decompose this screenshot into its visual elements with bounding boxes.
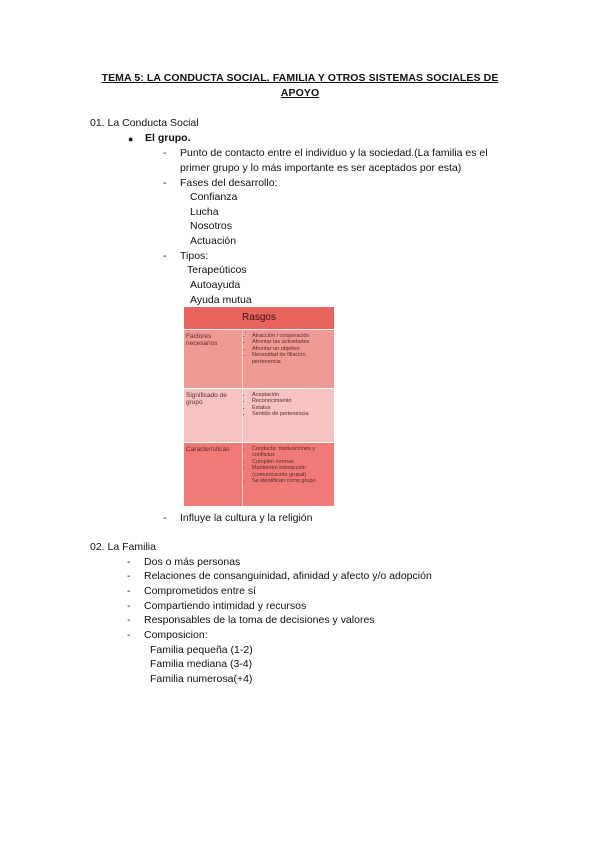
dash-marker: - [127, 629, 131, 641]
composicion-item: Familia pequeña (1-2) [150, 644, 253, 656]
bullet-el-grupo: El grupo. [145, 132, 191, 144]
rasgos-row-items [243, 330, 334, 388]
rasgos-row-items [243, 443, 334, 506]
rasgos-table [184, 307, 334, 506]
item-fases-desarrollo: Fases del desarrollo: [180, 177, 278, 189]
title-line-1: TEMA 5: LA CONDUCTA SOCIAL. FAMILIA Y OTROS SISTEMAS SOCIALES DE [101, 72, 499, 84]
rasgos-list-item: • Afrontar las actividades [252, 339, 332, 345]
dash-marker: - [163, 250, 167, 262]
section-heading-conducta-social: 01. La Conducta Social [90, 117, 199, 129]
familia-item: Comprometidos entre sí [144, 585, 257, 597]
item-tipos: Tipos: [180, 250, 209, 262]
rasgos-row-label: Factores necesarios [186, 333, 218, 347]
dash-marker: - [163, 147, 167, 159]
familia-item: Relaciones de consanguinidad, afinidad y afecto y/o adopción [144, 570, 432, 582]
rasgos-row-items [243, 389, 334, 442]
dash-marker: - [163, 177, 167, 189]
rasgos-list-item: • Cumplen normas [252, 459, 332, 465]
document-title [80, 71, 520, 101]
composicion-item: Familia numerosa(+4) [150, 673, 253, 685]
rasgos-list-item: • Mantienen interacción (comunicación grupal) [252, 465, 332, 478]
familia-item: Responsables de la toma de decisiones y valores [144, 614, 375, 626]
rasgos-list-item: • Necesidad de filiación pertenencia [252, 352, 332, 365]
rasgos-list-item: • Afrontar un objetivo [252, 346, 332, 352]
rasgos-list-item: • Atracción / cooperación [252, 333, 332, 339]
composicion-item: Familia mediana (3-4) [150, 658, 253, 670]
section-heading-familia: 02. La Familia [90, 541, 156, 553]
familia-item: Composicion: [144, 629, 208, 641]
rasgos-row-caracteristicas [184, 443, 334, 506]
rasgos-list-item: • Se identifican como grupo [252, 478, 332, 484]
item-influye-cultura: Influye la cultura y la religión [180, 512, 313, 524]
familia-item: Compartiendo intimidad y recursos [144, 600, 307, 612]
fase-item: Nosotros [190, 220, 233, 232]
title-line-2: APOYO [280, 87, 320, 99]
dash-marker: - [163, 512, 167, 524]
rasgos-list-item: • Reconocimiento [252, 398, 332, 404]
tipo-item: Terapeúticos [187, 264, 247, 276]
bullet-dot-icon: ● [128, 134, 134, 144]
rasgos-list-item: • Conducta: motivaciones y conflictos [252, 446, 332, 459]
rasgos-list-item: • Aceptación [252, 392, 332, 398]
fase-item: Confianza [190, 191, 238, 203]
rasgos-list-item: • Estatus [252, 405, 332, 411]
rasgos-table-header: Rasgos [184, 307, 334, 329]
fase-item: Lucha [190, 206, 219, 218]
item-punto-contacto-line2: primer grupo y lo más importante es ser aceptados por esta) [180, 162, 462, 174]
rasgos-row-label: Significado de grupo [186, 392, 227, 406]
dash-marker: - [127, 585, 131, 597]
tipo-item: Ayuda mutua [190, 294, 252, 306]
dash-marker: - [127, 614, 131, 626]
tipo-item: Autoayuda [190, 279, 241, 291]
dash-marker: - [127, 570, 131, 582]
item-punto-contacto-line1: Punto de contacto entre el individuo y la sociedad.(La familia es el [180, 147, 488, 159]
dash-marker: - [127, 556, 131, 568]
rasgos-row-label: Características [186, 446, 230, 453]
dash-marker: - [127, 600, 131, 612]
rasgos-list-item: • Sentido de pertenencia [252, 411, 332, 417]
fase-item: Actuación [190, 235, 237, 247]
rasgos-row-factores [184, 330, 334, 388]
rasgos-row-significado [184, 389, 334, 442]
familia-item: Dos o más personas [144, 556, 241, 568]
